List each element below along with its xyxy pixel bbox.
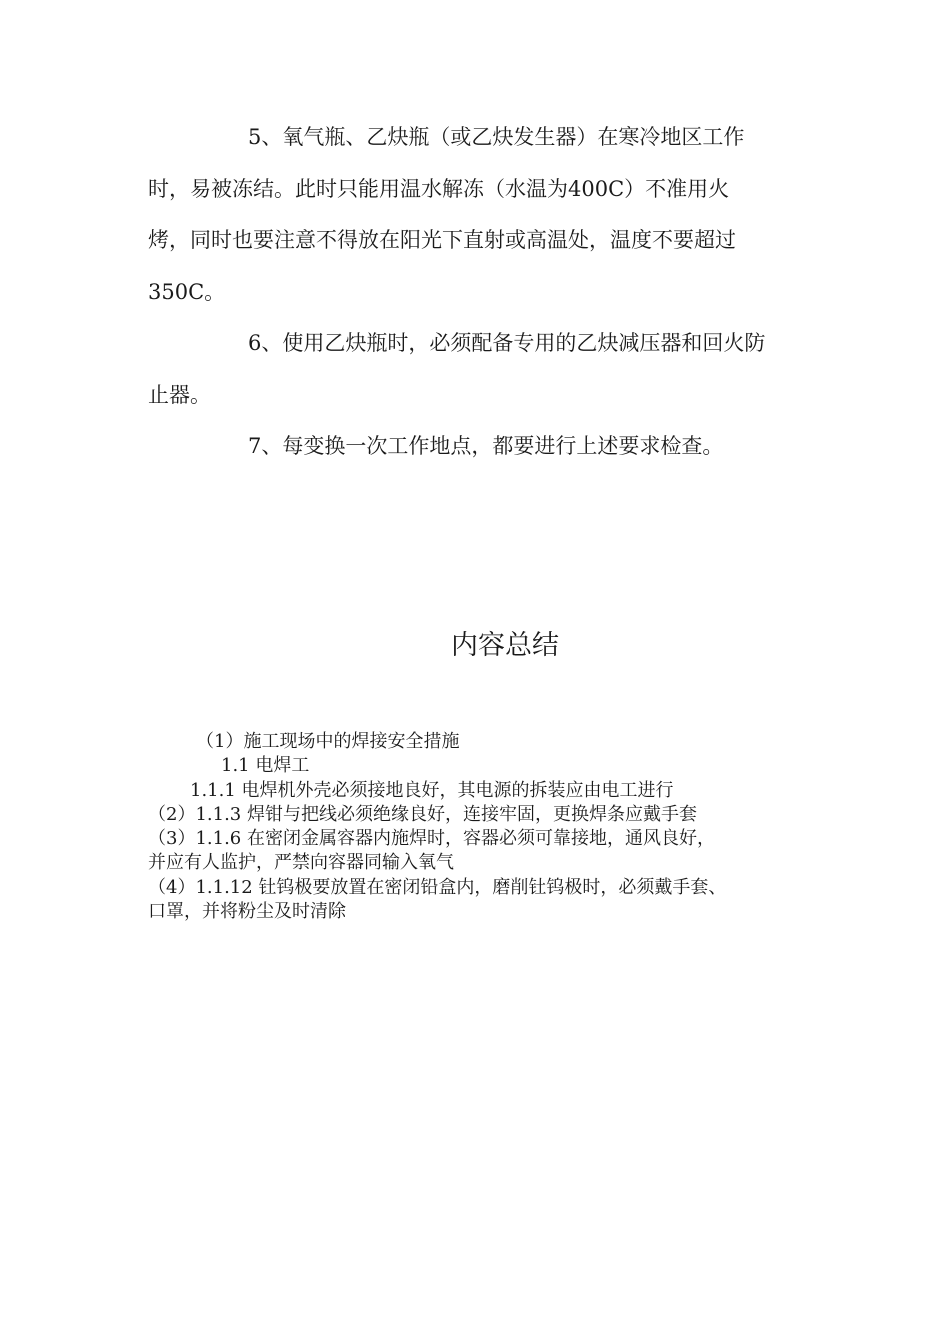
summary-line: （2）1.1.3 焊钳与把线必须绝缘良好，连接牢固，更换焊条应戴手套 [148,803,697,825]
summary-line: 1.1.1 电焊机外壳必须接地良好，其电源的拆装应由电工进行 [190,779,674,801]
paragraph-line: 350C。 [148,279,226,304]
summary-line: （3）1.1.6 在密闭金属容器内施焊时，容器必须可靠接地，通风良好， [148,828,715,850]
paragraph-line: 5、氧气瓶、乙炔瓶（或乙炔发生器）在寒冷地区工作 [248,125,745,149]
paragraph-line: 7、每变换一次工作地点，都要进行上述要求检查。 [248,434,724,458]
summary-line: 1.1 电焊工 [221,755,310,777]
summary-line: （1）施工现场中的焊接安全措施 [196,731,460,752]
summary-line: 口罩，并将粉尘及时清除 [148,901,346,923]
paragraph-line: 烤，同时也要注意不得放在阳光下直射或高温处，温度不要超过 [148,228,736,252]
paragraph-line: 6、使用乙炔瓶时，必须配备专用的乙炔减压器和回火防 [248,331,766,355]
paragraph-6 [148,318,808,421]
summary-line: （4）1.1.12 钍钨极要放置在密闭铅盒内，磨削钍钨极时，必须戴手套、 [148,876,727,898]
paragraph-line: 止器。 [148,382,211,407]
body-text [148,112,808,473]
summary-list [148,730,808,924]
paragraph-line: 时，易被冻结。此时只能用温水解冻（水温为400C）不准用火 [148,176,730,201]
paragraph-7 [148,421,808,473]
summary-line: 并应有人监护，严禁向容器同输入氧气 [148,852,454,874]
paragraph-5 [148,112,808,318]
summary-title: 内容总结 [451,630,559,661]
